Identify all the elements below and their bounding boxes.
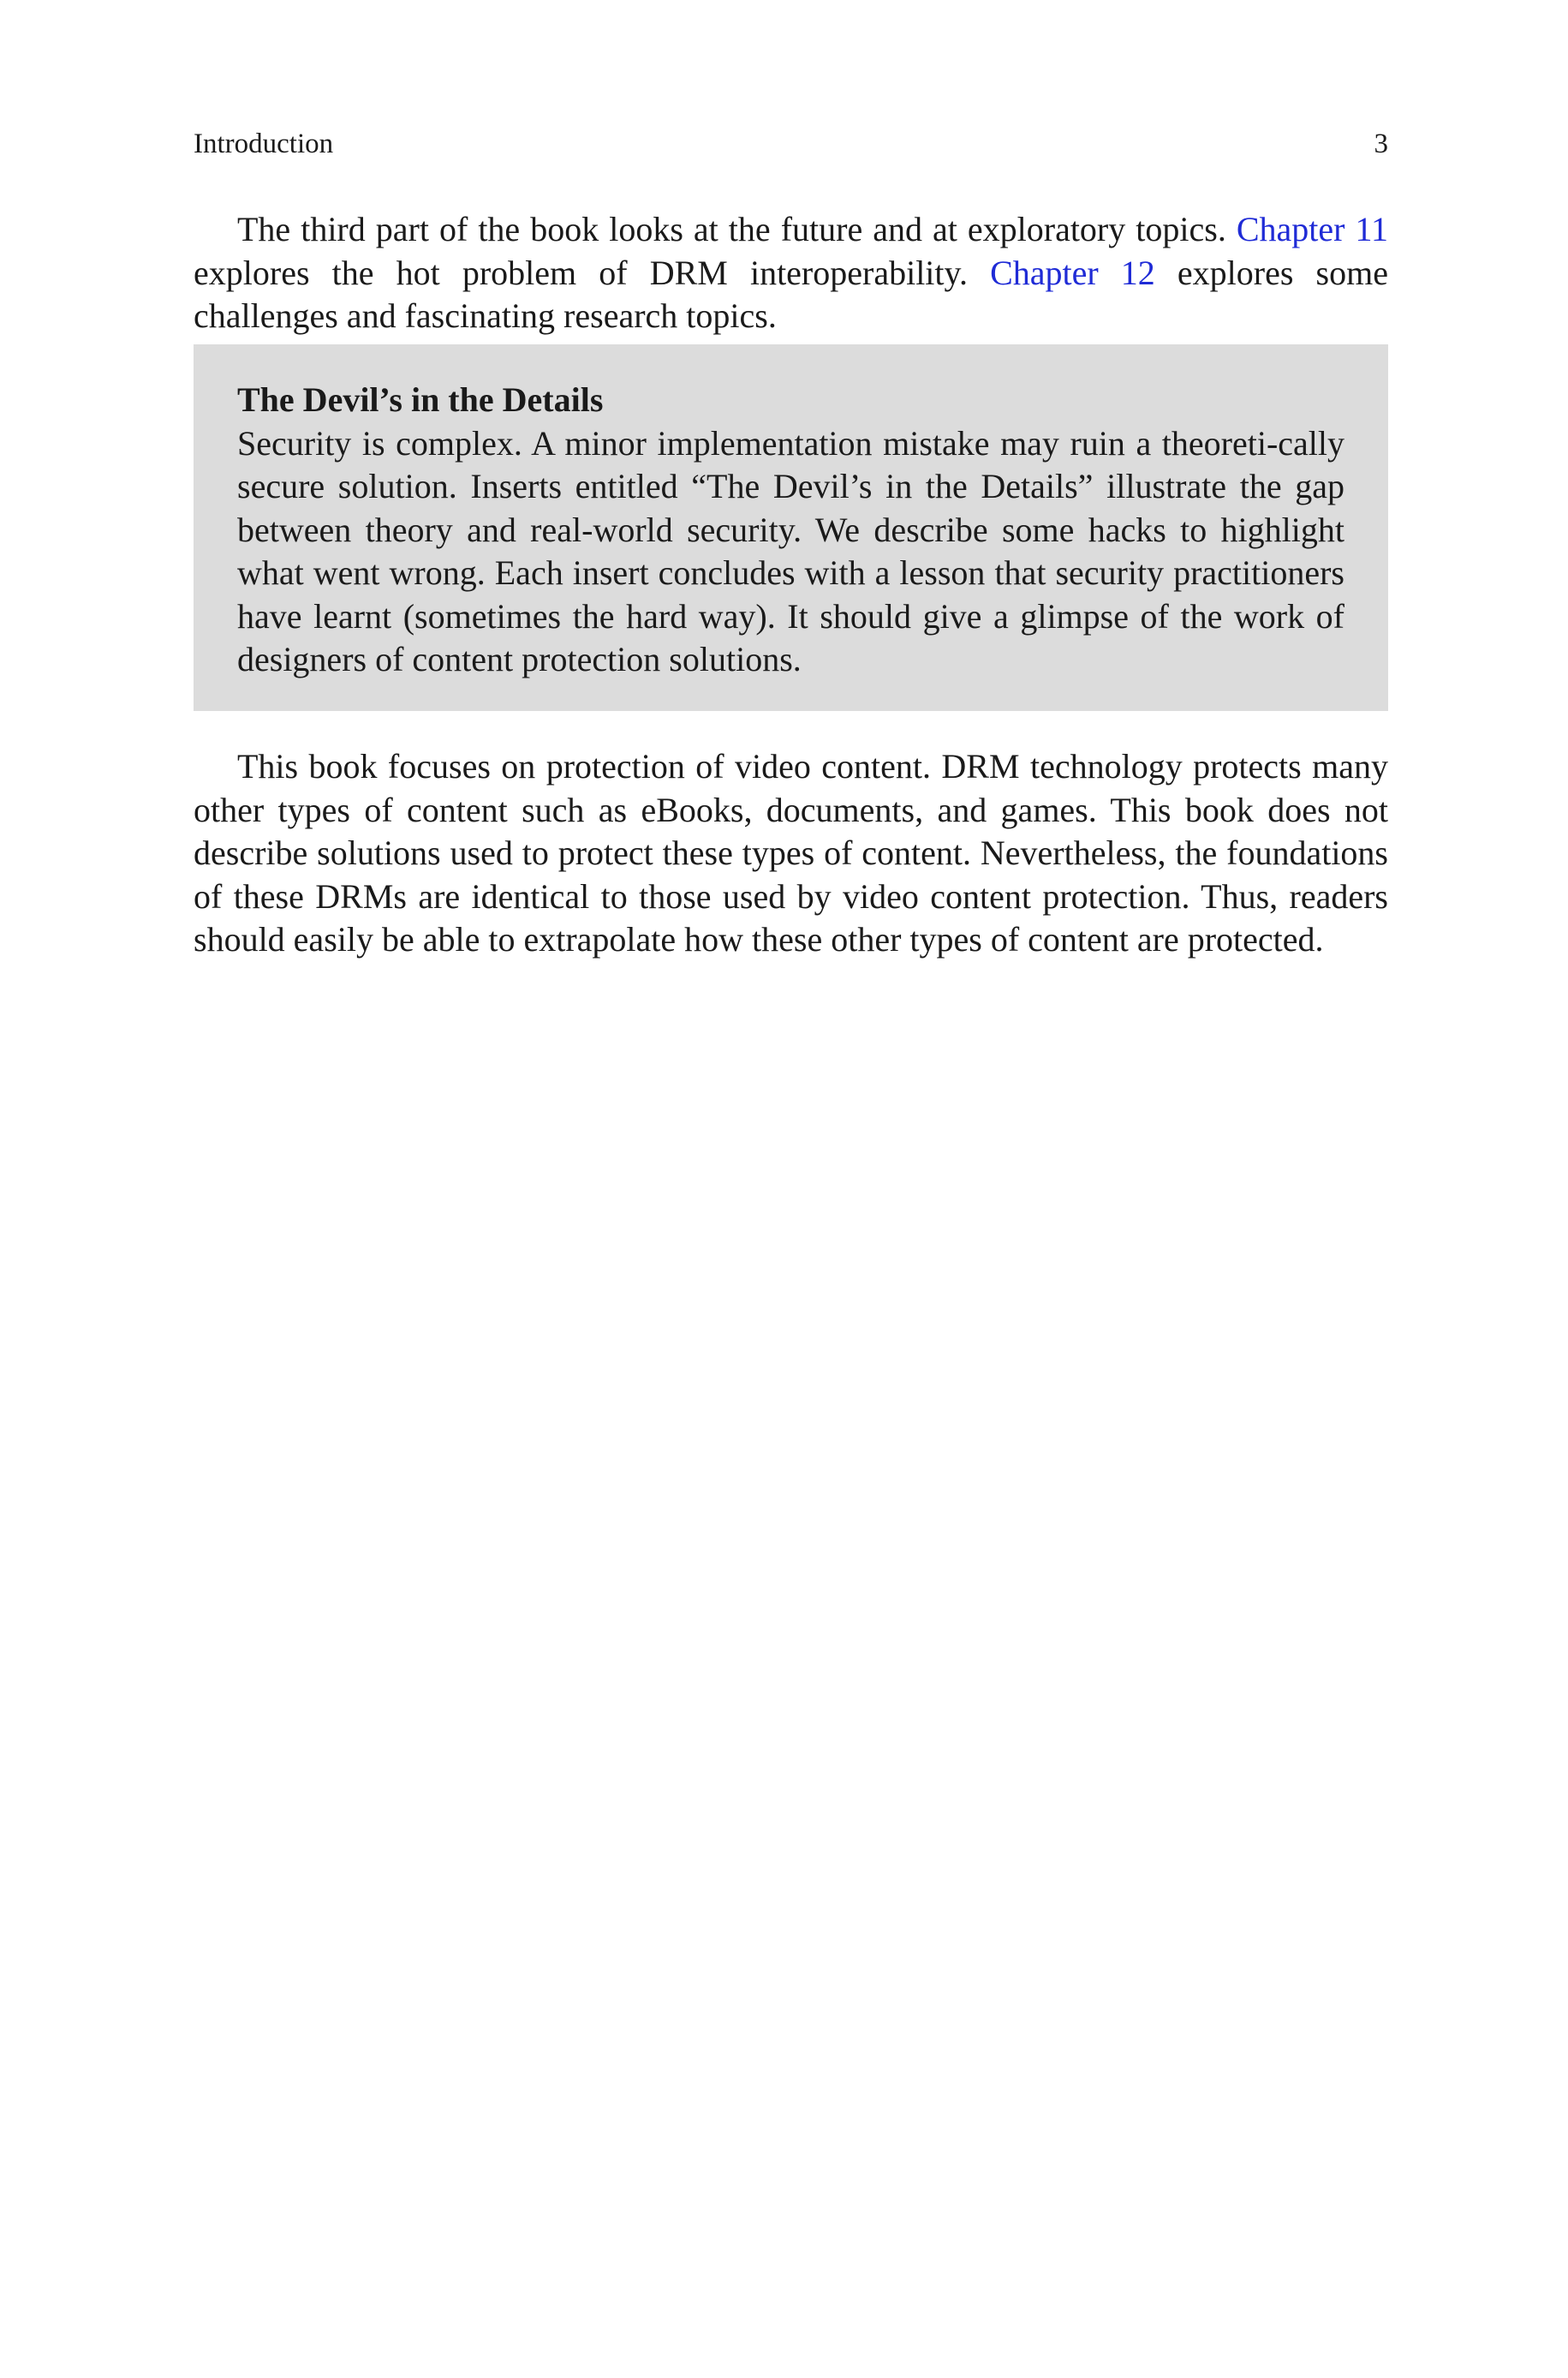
running-head-title: Introduction — [194, 128, 334, 159]
paragraph-part-three — [194, 208, 1388, 338]
insert-body: Security is complex. A minor implementation mistake may ruin a theoreti-cally secure solution. Inserts entitled “The Devil’s in the Details” illustrate the gap between theory and real-world security. We describe some hacks to highlight what went wrong. Each insert concludes with a lesson that security practitioners have learnt (sometimes the hard way). It should give a glimpse of the work of designers of content protection solutions. — [237, 423, 1344, 678]
running-head — [194, 125, 1388, 163]
devils-details-insert — [194, 344, 1388, 711]
paragraph-text: explores the hot problem of DRM interoperability. — [194, 253, 991, 292]
paragraph-text: The third part of the book looks at the future and at exploratory topics. — [237, 210, 1237, 248]
paragraph-video-content: This book focuses on protection of video content. DRM technology protects many other types of content such as eBooks, documents, and games. This book does not describe solutions used to protect these types of content. Nevertheless, the foundations of these DRMs are identical to those used by video content protection. Thus, readers should easily be able to extrapolate how these other types of content are protected. — [194, 747, 1388, 959]
page-number: 3 — [1374, 128, 1388, 159]
insert-title: The Devil’s in the Details — [237, 380, 604, 419]
chapter-11-link[interactable]: Chapter 11 — [1236, 210, 1388, 248]
chapter-12-link[interactable]: Chapter 12 — [990, 253, 1155, 292]
paragraph-text: explores some challenges and fascinating research topics. — [194, 253, 1388, 335]
